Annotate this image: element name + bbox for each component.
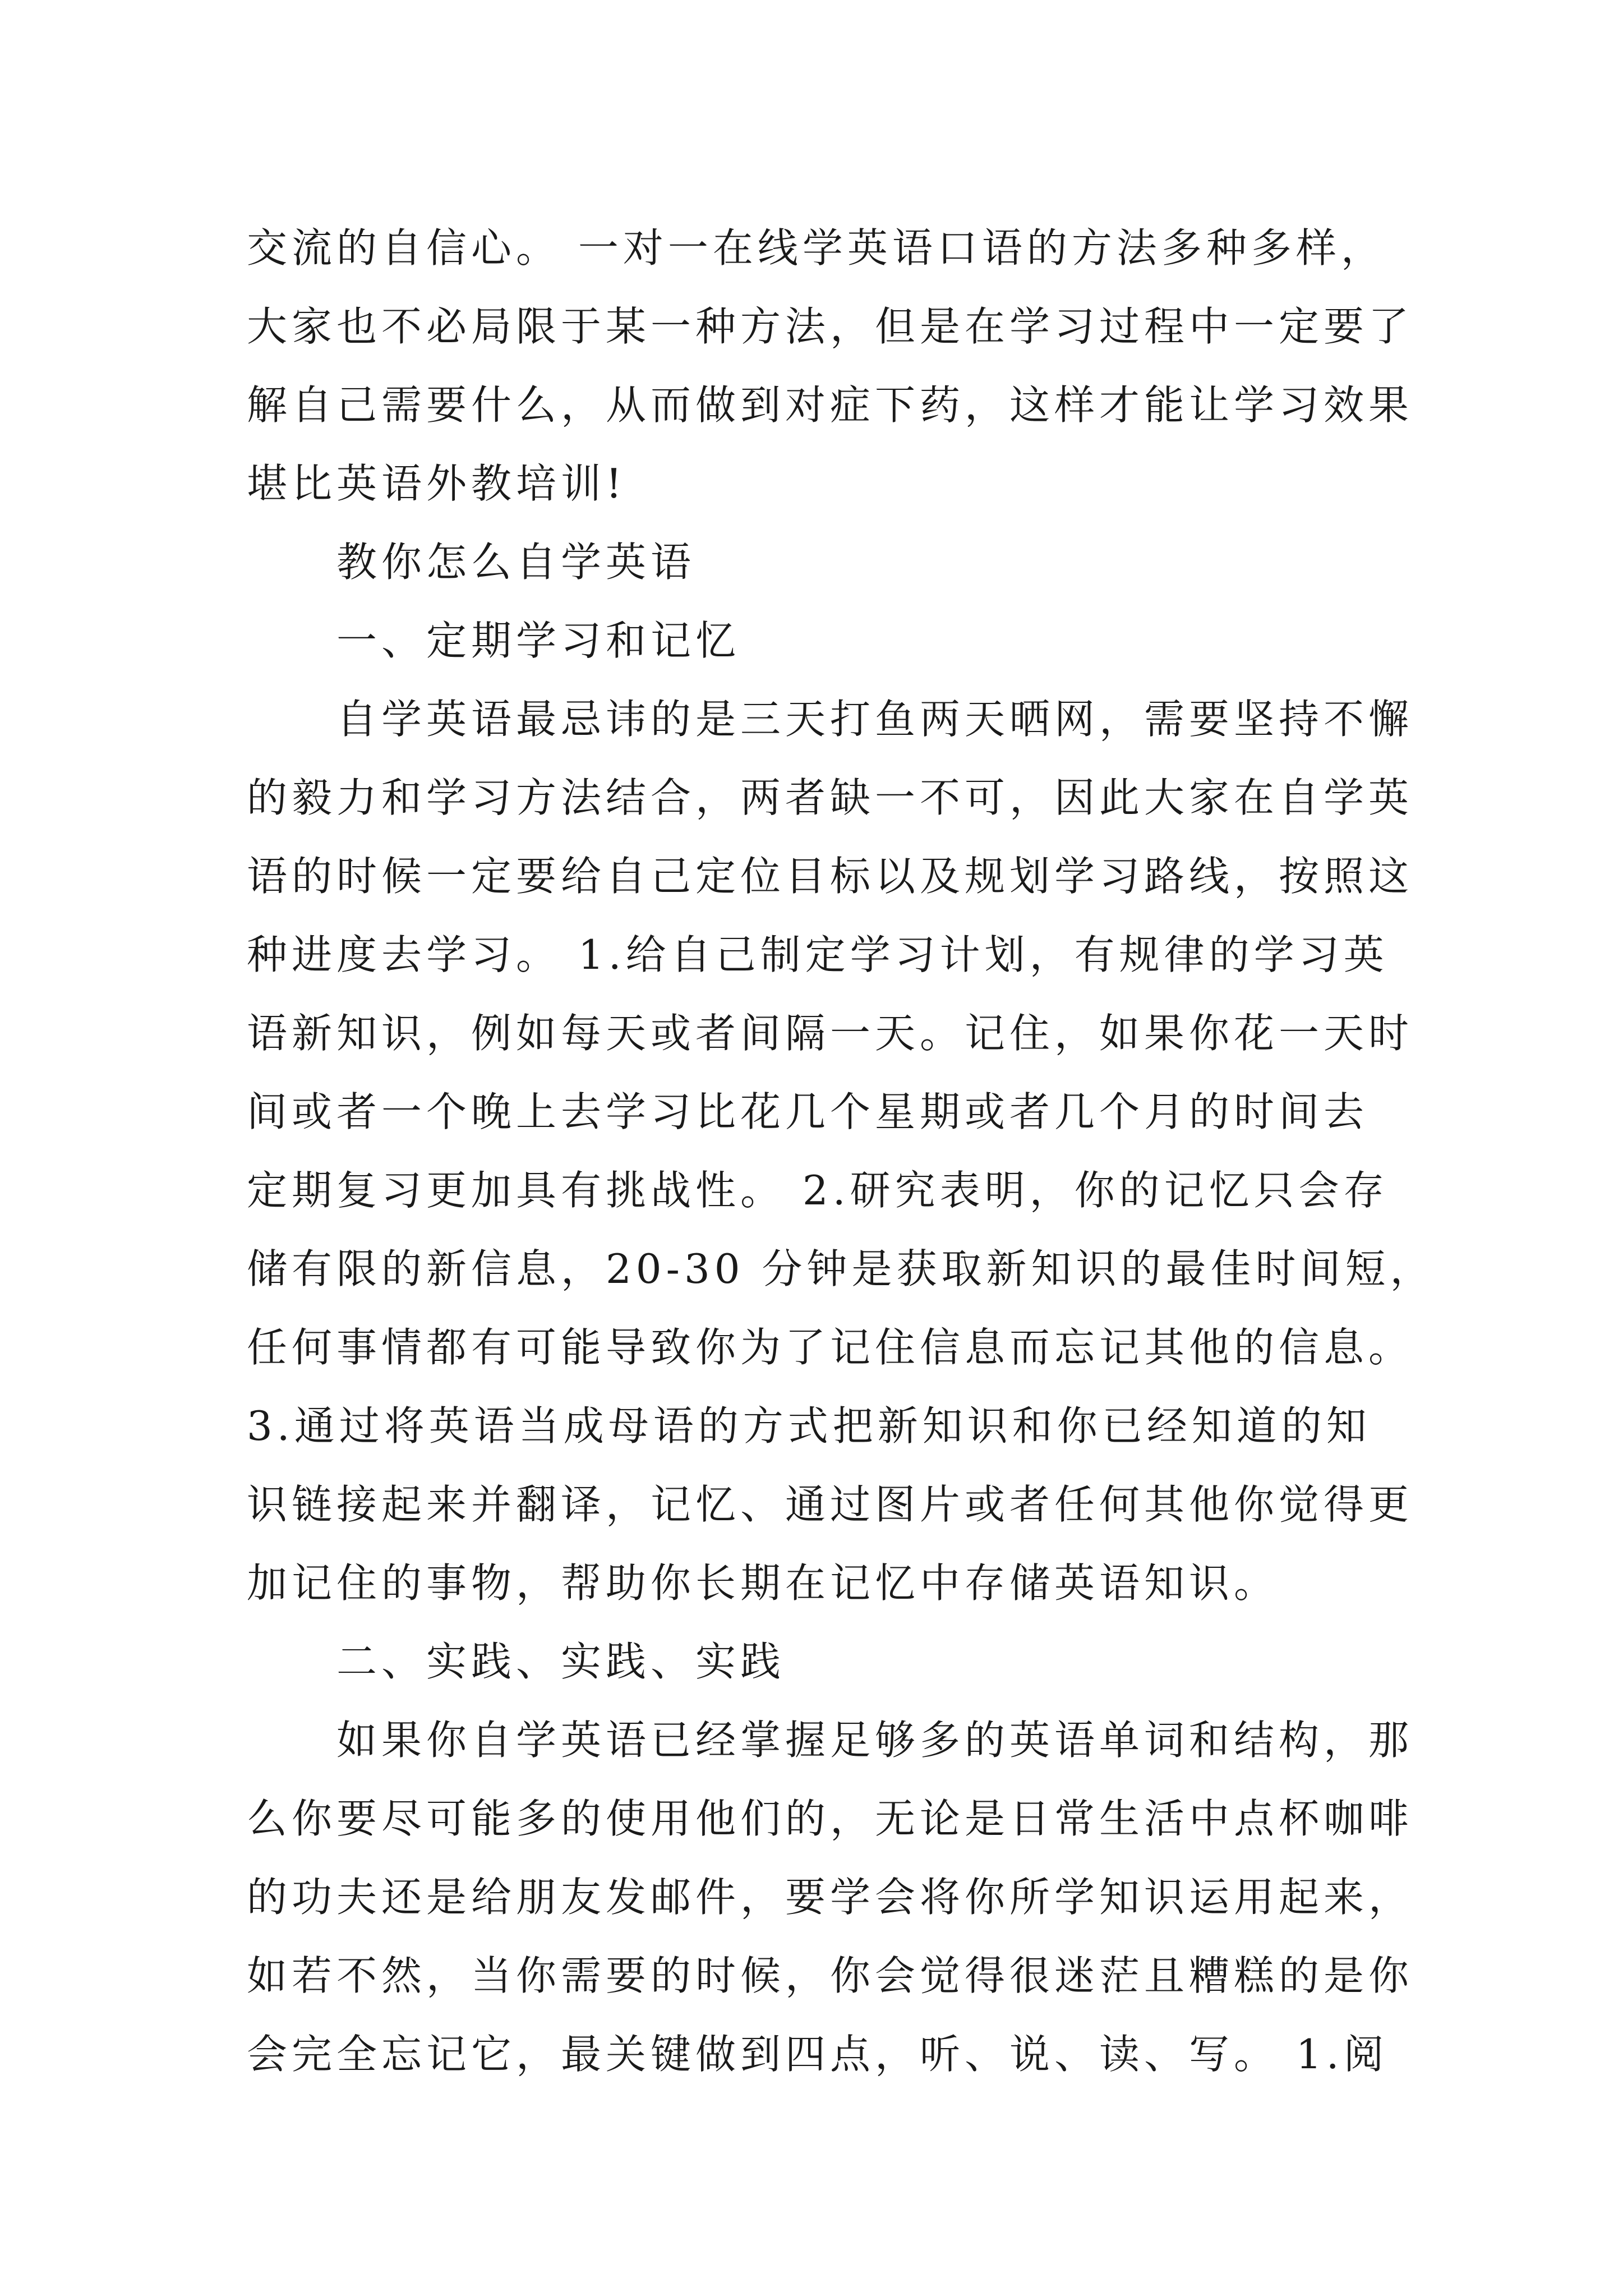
text-line: 加记住的事物，帮助你长期在记忆中存储英语知识。 (247, 1559, 1279, 1607)
text-line: 交流的自信心。 一对一在线学英语口语的方法多种多样， (247, 224, 1386, 272)
text-line: 储有限的新信息，20-30 分钟是获取新知识的最佳时间短， (247, 1245, 1435, 1292)
text-line: 解自己需要什么，从而做到对症下药，这样才能让学习效果 (247, 381, 1414, 429)
text-line: 语新知识，例如每天或者间隔一天。记住，如果你花一天时 (247, 1010, 1414, 1057)
text-line: 堪比英语外教培训! (247, 460, 626, 507)
text-line: 自学英语最忌讳的是三天打鱼两天晒网，需要坚持不懈 (336, 696, 1414, 743)
text-line: 教你怎么自学英语 (336, 539, 696, 586)
text-line: 大家也不必局限于某一种方法，但是在学习过程中一定要了 (247, 303, 1414, 350)
text-line: 的功夫还是给朋友发邮件，要学会将你所学知识运用起来， (247, 1874, 1414, 1921)
text-line: 3.通过将英语当成母语的方式把新知识和你已经知道的知 (247, 1402, 1371, 1450)
text-line: 会完全忘记它，最关键做到四点，听、说、读、写。 1.阅 (247, 2031, 1389, 2078)
text-line: 如若不然，当你需要的时候，你会觉得很迷茫且糟糕的是你 (247, 1952, 1414, 1999)
body-text (247, 209, 1435, 2093)
text-line: 么你要尽可能多的使用他们的，无论是日常生活中点杯咖啡 (247, 1795, 1414, 1842)
text-line: 间或者一个晚上去学习比花几个星期或者几个月的时间去 (247, 1088, 1369, 1135)
text-line: 种进度去学习。 1.给自己制定学习计划，有规律的学习英 (247, 931, 1389, 978)
text-line: 语的时候一定要给自己定位目标以及规划学习路线，按照这 (247, 853, 1414, 900)
text-line: 任何事情都有可能导致你为了记住信息而忘记其他的信息。 (247, 1324, 1414, 1371)
text-line: 如果你自学英语已经掌握足够多的英语单词和结构，那 (336, 1717, 1414, 1764)
text-line: 定期复习更加具有挑战性。 2.研究表明，你的记忆只会存 (247, 1167, 1389, 1214)
text-line: 识链接起来并翻译，记忆、通过图片或者任何其他你觉得更 (247, 1481, 1414, 1528)
text-line: 一、定期学习和记忆 (336, 617, 741, 664)
text-line: 的毅力和学习方法结合，两者缺一不可，因此大家在自学英 (247, 774, 1414, 821)
text-line: 二、实践、实践、实践 (336, 1638, 786, 1685)
